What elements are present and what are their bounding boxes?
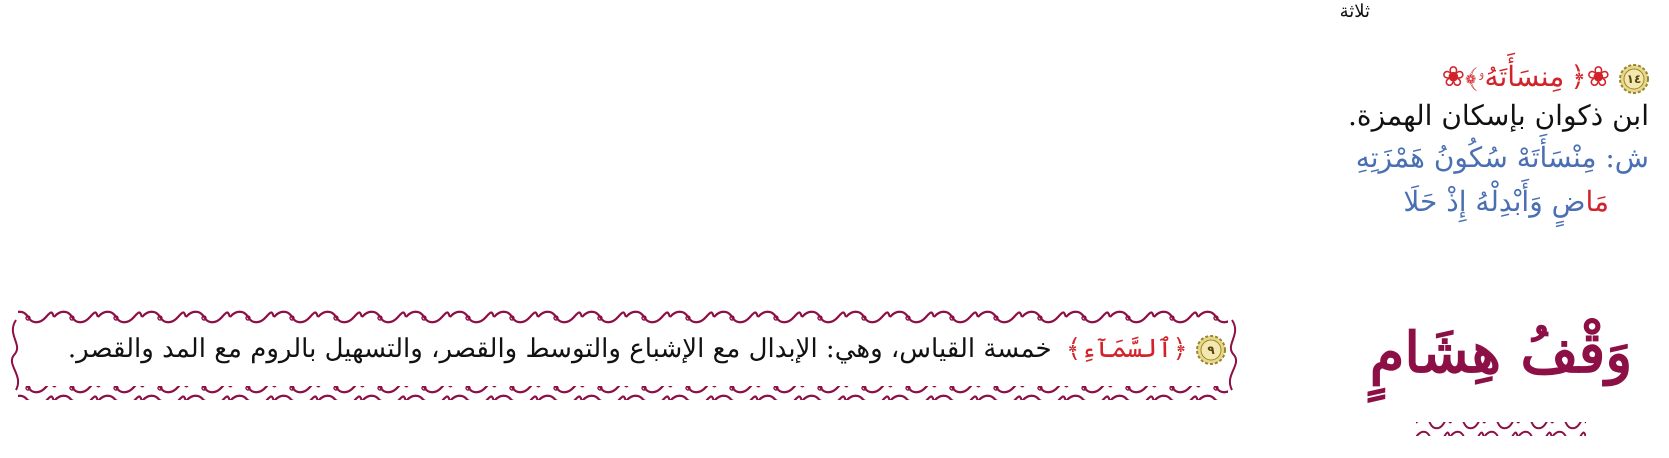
poem-line-2-rest: ضٍ وَأَبْدِلْهُ إِذْ حَلَا (1403, 185, 1586, 218)
entry-heading (1329, 60, 1649, 94)
rule-number-medallion (1196, 335, 1226, 365)
poem (1329, 136, 1649, 224)
poem-line-2-red: مَا (1585, 185, 1609, 218)
section-title-text: وَقْفُ هِشَامٍ (1369, 320, 1633, 386)
reader-note: ابن ذكوان بإسكان الهمزة. (1348, 99, 1649, 132)
poem-prefix: ش: (1605, 141, 1649, 174)
entry-word: مِنسَأَتَهُۥ (1477, 60, 1565, 93)
verse-number-medallion (1619, 64, 1649, 94)
bracket-close-icon: ﴾ (1465, 60, 1478, 93)
rule-line (26, 334, 1226, 365)
ornament-close-icon: ❀ (1441, 60, 1466, 93)
rule-text: خمسة القياس، وهي: الإبدال مع الإشباع والتوسط والقصر، والتسهيل بالروم مع المد والقصر. (67, 334, 1052, 364)
section-title (1351, 318, 1651, 458)
rule-number: ٩ (1207, 343, 1215, 357)
title-underline-ornament-icon (1416, 416, 1586, 442)
poem-line-2 (1329, 180, 1649, 224)
entry-block (1329, 60, 1649, 224)
rule-word: ﴿ٱلسَّمَآءِ﴾ (1065, 334, 1188, 364)
ornament-open-icon: ❀ (1586, 60, 1611, 93)
rule-frame (10, 310, 1240, 400)
poem-line-1 (1329, 136, 1649, 180)
verse-number: ١٤ (1626, 71, 1642, 86)
rule-word-text: ٱلسَّمَآءِ (1081, 334, 1173, 364)
poem-line-1-text: مِنْسَأَتَهْ سُكُونُ هَمْزَتِهِ (1355, 141, 1597, 174)
bracket-open-icon: ﴿ (1570, 60, 1587, 93)
corner-mark: ثلاثة (1339, 1, 1370, 22)
